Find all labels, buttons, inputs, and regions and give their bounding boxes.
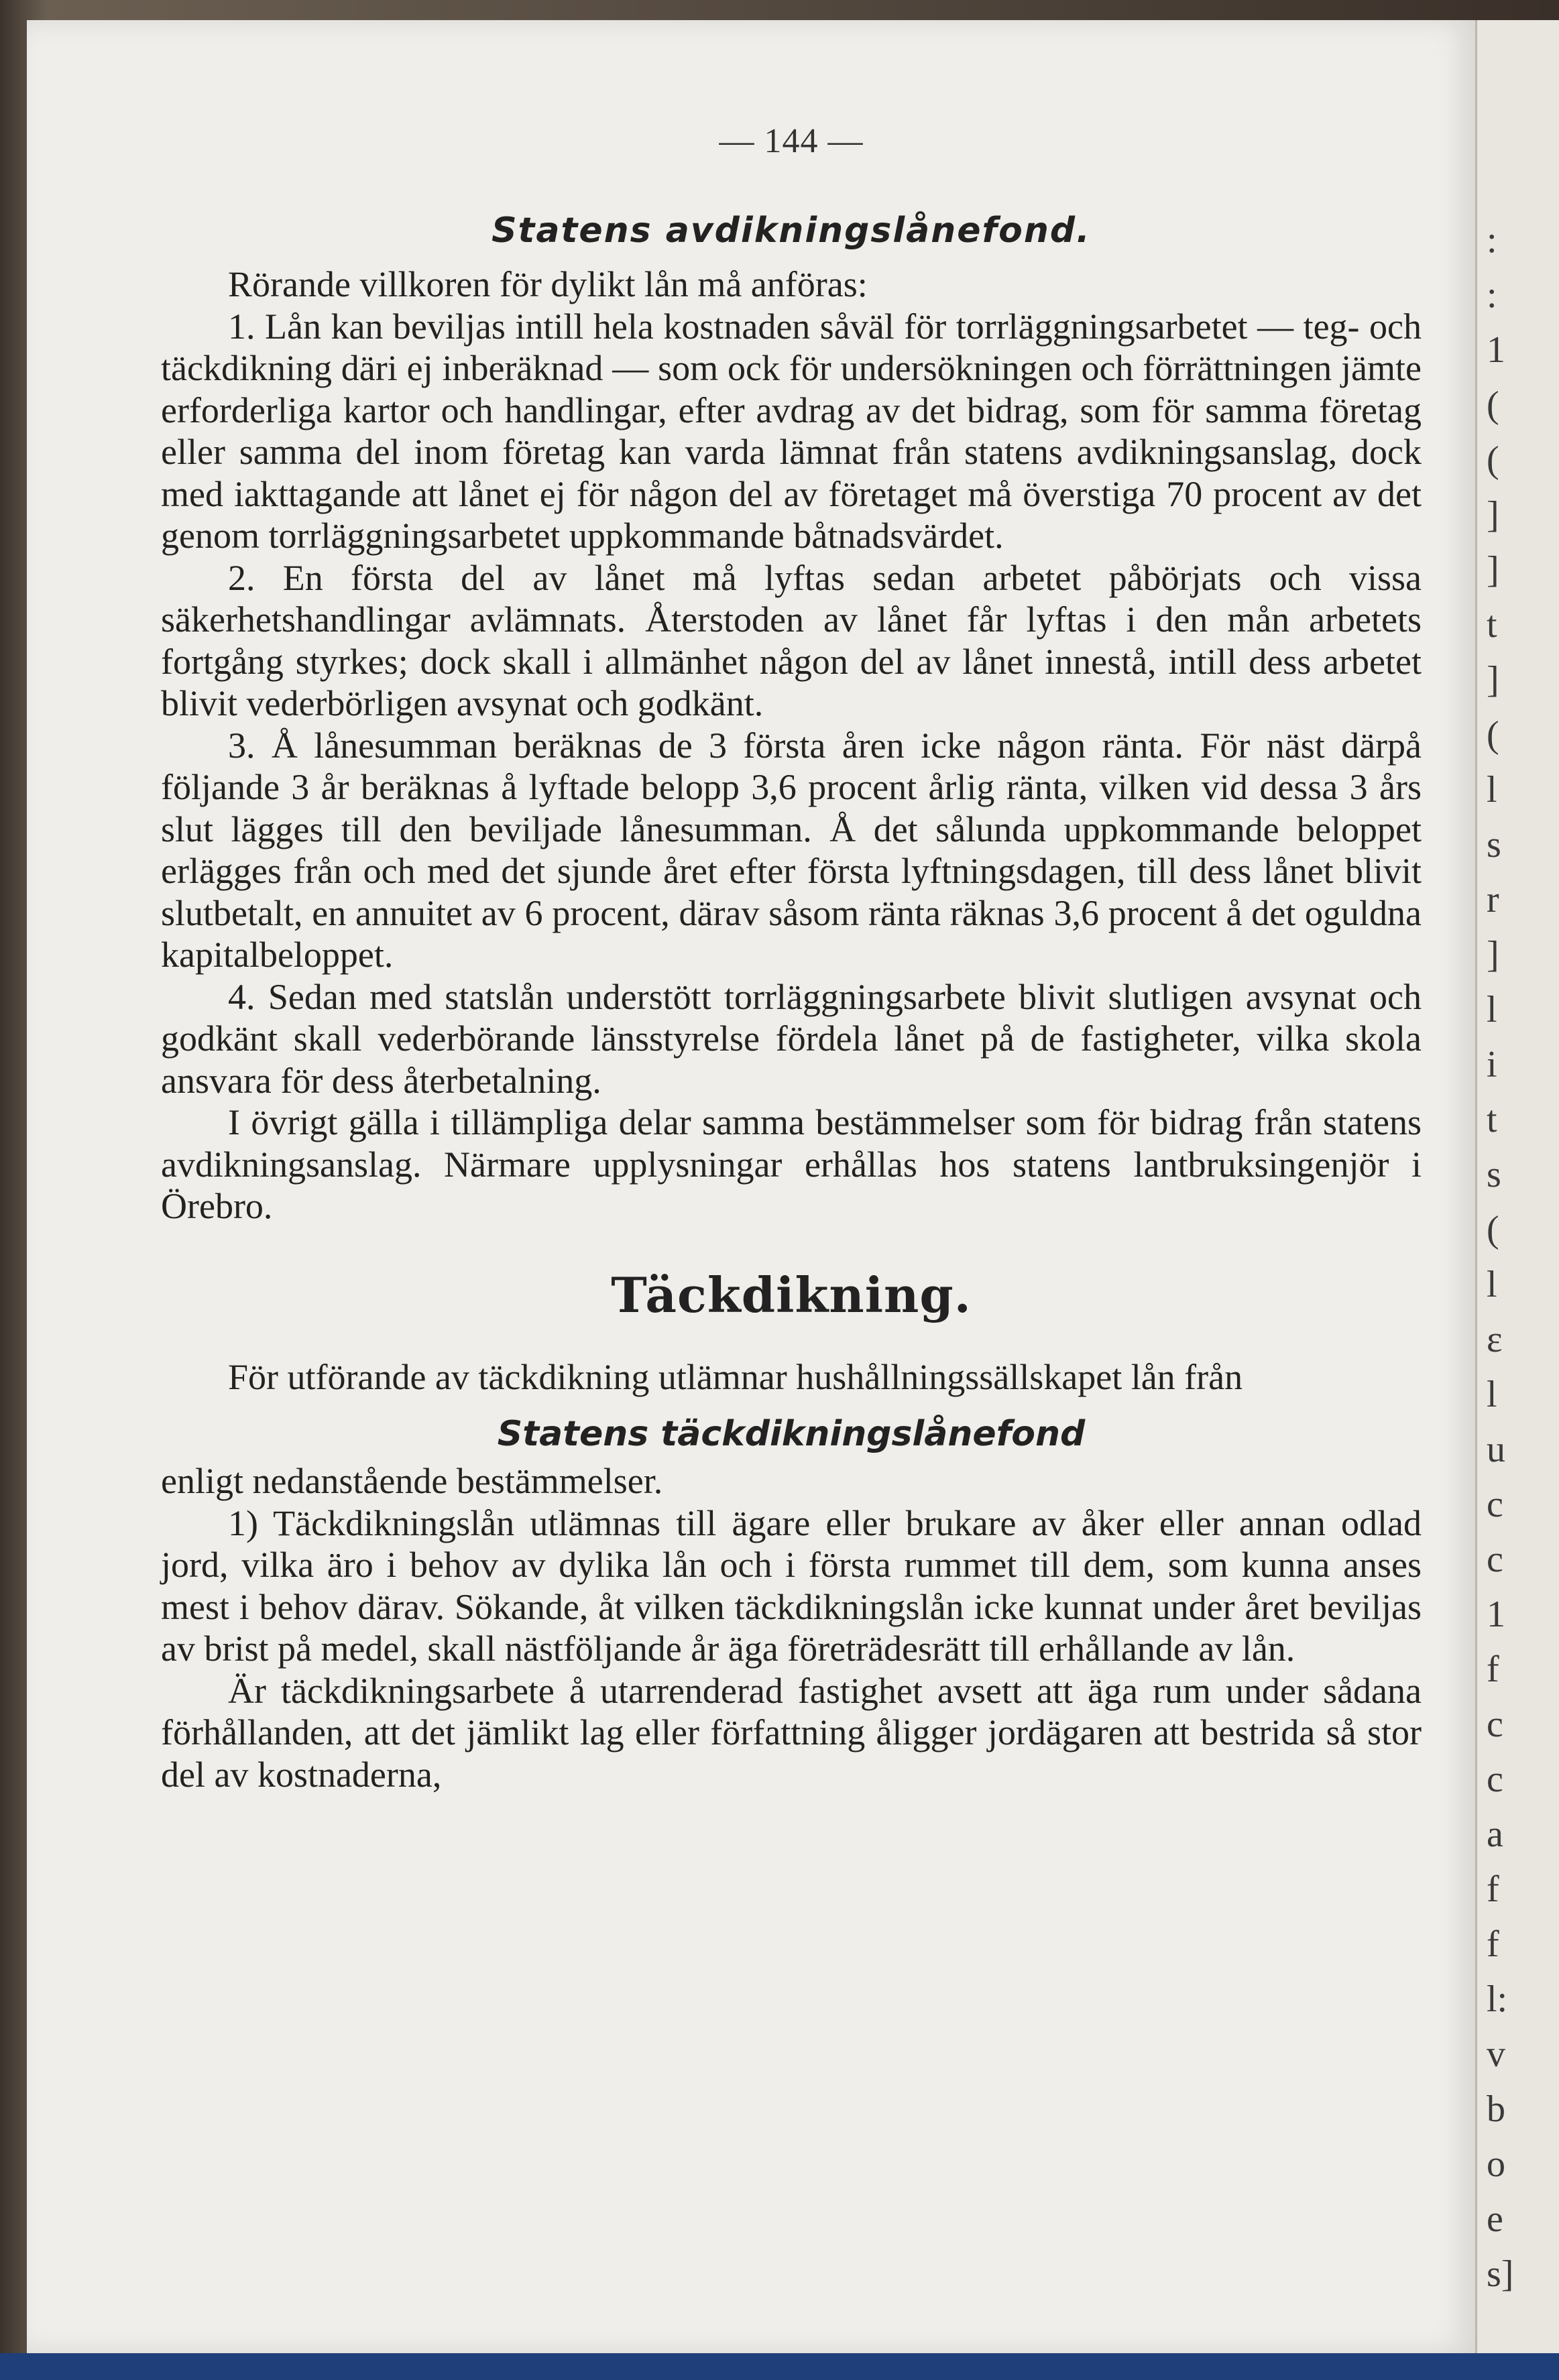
section1-closing: I övrigt gälla i tillämpliga delar samma bestämmelser som för bidrag från statens avdikningsanslag. Närmare upplysningar erhållas hos statens lantbruksingenjör i Örebro. bbox=[161, 1102, 1422, 1226]
section1-intro: Rörande villkoren för dylikt lån må anföras: bbox=[228, 264, 868, 304]
facing-page-fragment: u bbox=[1487, 1429, 1505, 1470]
facing-page-fragment: : bbox=[1487, 274, 1497, 316]
facing-page-fragment: l bbox=[1487, 1264, 1497, 1305]
section1-item-4: 4. Sedan med statslån understött torrläggningsarbete blivit slutligen avsynat och godkänt skall vederbörande länsstyrelse fördela lånet på de fastigheter, vilka skola ansvara för dess återbetalning. bbox=[161, 976, 1422, 1101]
section-title-avdikning: Statens avdikningslånefond. bbox=[492, 210, 1091, 251]
section2-lead: enligt nedanstående bestämmelser. bbox=[161, 1461, 663, 1501]
facing-page-fragment: ] bbox=[1487, 494, 1499, 536]
facing-page-fragment: ] bbox=[1487, 934, 1499, 975]
section2-item-2: Är täckdikningsarbete å utarrenderad fastighet avsett att äga rum under sådana förhållanden, att det jämlikt lag eller författning åligger jordägaren att bestrida så stor del av kostnaderna, bbox=[161, 1670, 1422, 1795]
facing-page-fragment: ] bbox=[1487, 549, 1499, 591]
section1-item-2: 2. En första del av lånet må lyftas sedan arbetet påbörjats och vissa säkerhetshandlingar avlämnats. Återstoden av lånet får lyftas i den mån arbetets fortgång styrkes; dock skall i allmänhet någon del av lånet innestå, intill dess arbetet blivit vederbörligen avsynat och godkänt. bbox=[161, 557, 1422, 723]
facing-page-fragment: ( bbox=[1487, 439, 1499, 481]
facing-page-fragment: t bbox=[1487, 1099, 1497, 1140]
facing-page-fragment: b bbox=[1487, 2088, 1505, 2130]
facing-page-edge bbox=[1475, 20, 1559, 2353]
facing-page-fragment: f bbox=[1487, 1868, 1499, 1910]
facing-page-fragment: t bbox=[1487, 604, 1497, 646]
facing-page-fragment: s] bbox=[1487, 2253, 1514, 2295]
facing-page-fragment: 1 bbox=[1487, 329, 1505, 371]
facing-page-fragment: e bbox=[1487, 2198, 1503, 2240]
facing-page-fragment: l: bbox=[1487, 1978, 1508, 2020]
facing-page-fragment: f bbox=[1487, 1649, 1499, 1690]
page-number: — 144 — bbox=[719, 122, 864, 160]
facing-page-fragment: ( bbox=[1487, 384, 1499, 426]
facing-page-fragment: ɛ bbox=[1487, 1319, 1503, 1360]
facing-page-fragment: s bbox=[1487, 1154, 1501, 1195]
facing-page-fragment: ( bbox=[1487, 714, 1499, 756]
section2-intro: För utförande av täckdikning utlämnar hushållningssällskapet lån från bbox=[228, 1357, 1243, 1397]
facing-page-fragment: ] bbox=[1487, 659, 1499, 701]
facing-page-fragment: 1 bbox=[1487, 1594, 1505, 1635]
facing-page-fragment: ( bbox=[1487, 1209, 1499, 1250]
facing-page-fragment: f bbox=[1487, 1923, 1499, 1965]
book-page bbox=[27, 20, 1475, 2353]
facing-page-fragment: a bbox=[1487, 1813, 1503, 1855]
facing-page-fragment: i bbox=[1487, 1044, 1497, 1085]
facing-page-fragment: c bbox=[1487, 1704, 1503, 1745]
facing-page-fragment: c bbox=[1487, 1539, 1503, 1580]
book-cover-edge bbox=[0, 2353, 1559, 2380]
facing-page-fragment: c bbox=[1487, 1759, 1503, 1800]
section2-item-1: 1) Täckdikningslån utlämnas till ägare eller brukare av åker eller annan odlad jord, vilka äro i behov av dylika lån och i första rummet till dem, som kunna anses mest i behov därav. Sökande, åt vilken täckdikningslån icke kunnat under året beviljas av brist på medel, skall nästföljande år äga företrädesrätt till erhållande av lån. bbox=[161, 1502, 1422, 1669]
text-column bbox=[161, 101, 1422, 1795]
facing-page-fragment: : bbox=[1487, 219, 1497, 261]
facing-page-fragment: s bbox=[1487, 824, 1501, 866]
facing-page-fragment: c bbox=[1487, 1484, 1503, 1525]
facing-page-fragment: l bbox=[1487, 769, 1497, 811]
facing-page-fragment: l bbox=[1487, 1374, 1497, 1415]
subtitle-tackdikningslanefond: Statens täckdikningslånefond bbox=[497, 1413, 1086, 1454]
facing-page-fragment: v bbox=[1487, 2033, 1505, 2075]
facing-page-fragment: o bbox=[1487, 2143, 1505, 2185]
facing-page-fragment: r bbox=[1487, 879, 1499, 920]
facing-page-fragment: l bbox=[1487, 989, 1497, 1030]
heading-tackdikning: Täckdikning. bbox=[611, 1266, 972, 1323]
section1-item-3: 3. Å lånesumman beräknas de 3 första åren icke någon ränta. För näst därpå följande 3 år beräknas å lyftade belopp 3,6 procent årlig ränta, vilken vid dessa 3 års slut lägges till den beviljade lånesumman. Å det sålunda uppkommande beloppet erlägges från och med det sjunde året efter första lyftningsdagen, till dess lånet blivit slutbetalt, en annuitet av 6 procent, därav såsom ränta räknas 3,6 procent å det oguldna kapitalbeloppet. bbox=[161, 725, 1422, 975]
section1-item-1: 1. Lån kan beviljas intill hela kostnaden såväl för torrläggningsarbetet — teg- och täckdikning däri ej inberäknad — som ock för undersökningen och förrättningen jämte erforderliga kartor och handlingar, efter avdrag av det bidrag, som för samma företag eller samma del inom företag kan varda lämnat från statens avdikningsanslag, dock med iakttagande att lånet ej för någon del av företaget må överstiga 70 procent av det genom torrläggningsarbetet uppkommande båtnadsvärdet. bbox=[161, 306, 1422, 556]
